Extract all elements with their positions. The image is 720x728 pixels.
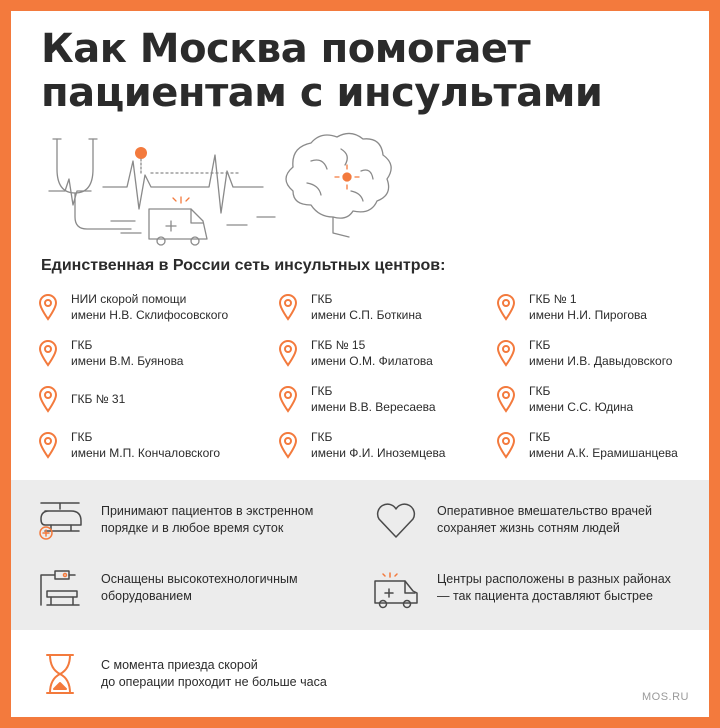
center-subname: имени А.К. Ерамишанцева: [529, 446, 678, 460]
page-title: [41, 27, 681, 115]
medical-equipment-icon: [35, 565, 85, 611]
center-item: [37, 425, 257, 465]
hero-illustration: [31, 121, 451, 251]
location-pin-icon: [37, 339, 59, 367]
centers-subtitle: Единственная в России сеть инсультных центров:: [41, 257, 446, 274]
center-item: [277, 379, 497, 419]
feature-line-1: Принимают пациентов в экстренном: [101, 504, 314, 518]
center-item: [37, 333, 257, 373]
location-pin-icon: [37, 431, 59, 459]
feature-line-2: — так пациента доставляют быстрее: [437, 589, 653, 603]
center-name: ГКБ: [529, 338, 551, 352]
helicopter-icon: [35, 497, 85, 543]
location-pin-icon: [37, 385, 59, 413]
stethoscope-icon: [53, 139, 131, 229]
center-item: [277, 287, 497, 327]
heart-icon: [371, 497, 421, 543]
location-pin-icon: [495, 339, 517, 367]
feature-line-2: до операции проходит не больше часа: [101, 675, 327, 689]
center-name: ГКБ: [71, 430, 93, 444]
center-name: ГКБ № 15: [311, 338, 366, 352]
feature-line-1: Оснащены высокотехнологичным: [101, 572, 298, 586]
hourglass-icon: [35, 651, 85, 697]
infographic-card: [11, 11, 709, 717]
center-name: НИИ скорой помощи: [71, 292, 187, 306]
brain-illustration-icon: [286, 133, 391, 237]
center-item: [37, 379, 257, 419]
ambulance-illustration-icon: [149, 197, 207, 245]
center-subname: имени Н.И. Пирогова: [529, 308, 647, 322]
center-name: ГКБ: [529, 384, 551, 398]
center-item: [277, 425, 497, 465]
brand-logo: MOS.RU: [642, 691, 689, 703]
center-subname: имени Н.В. Склифосовского: [71, 308, 229, 322]
features-panel: [11, 480, 709, 630]
ambulance-icon: [371, 565, 421, 611]
feature-item: [371, 564, 671, 612]
feature-line-1: С момента приезда скорой: [101, 658, 258, 672]
center-name: ГКБ: [311, 292, 333, 306]
center-item: [37, 287, 257, 327]
center-subname: имени В.В. Вересаева: [311, 400, 436, 414]
title-line-2: пациентам с инсультами: [41, 70, 603, 116]
location-pin-icon: [495, 293, 517, 321]
bottom-section: [11, 630, 709, 717]
center-subname: имени Ф.И. Иноземцева: [311, 446, 446, 460]
center-subname: имени С.С. Юдина: [529, 400, 634, 414]
location-pin-icon: [277, 293, 299, 321]
center-name: ГКБ: [71, 338, 93, 352]
center-name: ГКБ № 1: [529, 292, 577, 306]
feature-item: [35, 564, 298, 612]
feature-line-2: сохраняет жизнь сотням людей: [437, 521, 620, 535]
feature-line-1: Центры расположены в разных районах: [437, 572, 671, 586]
center-subname: имени М.П. Кончаловского: [71, 446, 221, 460]
location-pin-icon: [495, 431, 517, 459]
feature-line-2: порядке и в любое время суток: [101, 521, 284, 535]
location-pin-icon: [495, 385, 517, 413]
feature-item: [371, 496, 652, 544]
feature-line-2: оборудованием: [101, 589, 192, 603]
center-subname: имени С.П. Боткина: [311, 308, 422, 322]
center-subname: имени В.М. Буянова: [71, 354, 184, 368]
center-item: [495, 333, 709, 373]
center-name: ГКБ: [311, 384, 333, 398]
title-line-1: Как Москва помогает: [41, 26, 531, 72]
center-item: [495, 287, 709, 327]
location-pin-icon: [37, 293, 59, 321]
alert-dot-icon: [135, 147, 147, 159]
location-pin-icon: [277, 431, 299, 459]
feature-line-1: Оперативное вмешательство врачей: [437, 504, 652, 518]
center-subname: имени И.В. Давыдовского: [529, 354, 673, 368]
center-item: [277, 333, 497, 373]
ecg-line-icon: [49, 155, 263, 213]
location-pin-icon: [277, 385, 299, 413]
center-item: [495, 379, 709, 419]
center-item: [495, 425, 709, 465]
center-subname: имени О.М. Филатова: [311, 354, 433, 368]
feature-item: [35, 496, 313, 544]
center-name: ГКБ: [311, 430, 333, 444]
center-name: ГКБ № 31: [71, 392, 126, 406]
location-pin-icon: [277, 339, 299, 367]
stroke-centers-list: [37, 287, 697, 467]
feature-item: [35, 650, 327, 698]
center-name: ГКБ: [529, 430, 551, 444]
